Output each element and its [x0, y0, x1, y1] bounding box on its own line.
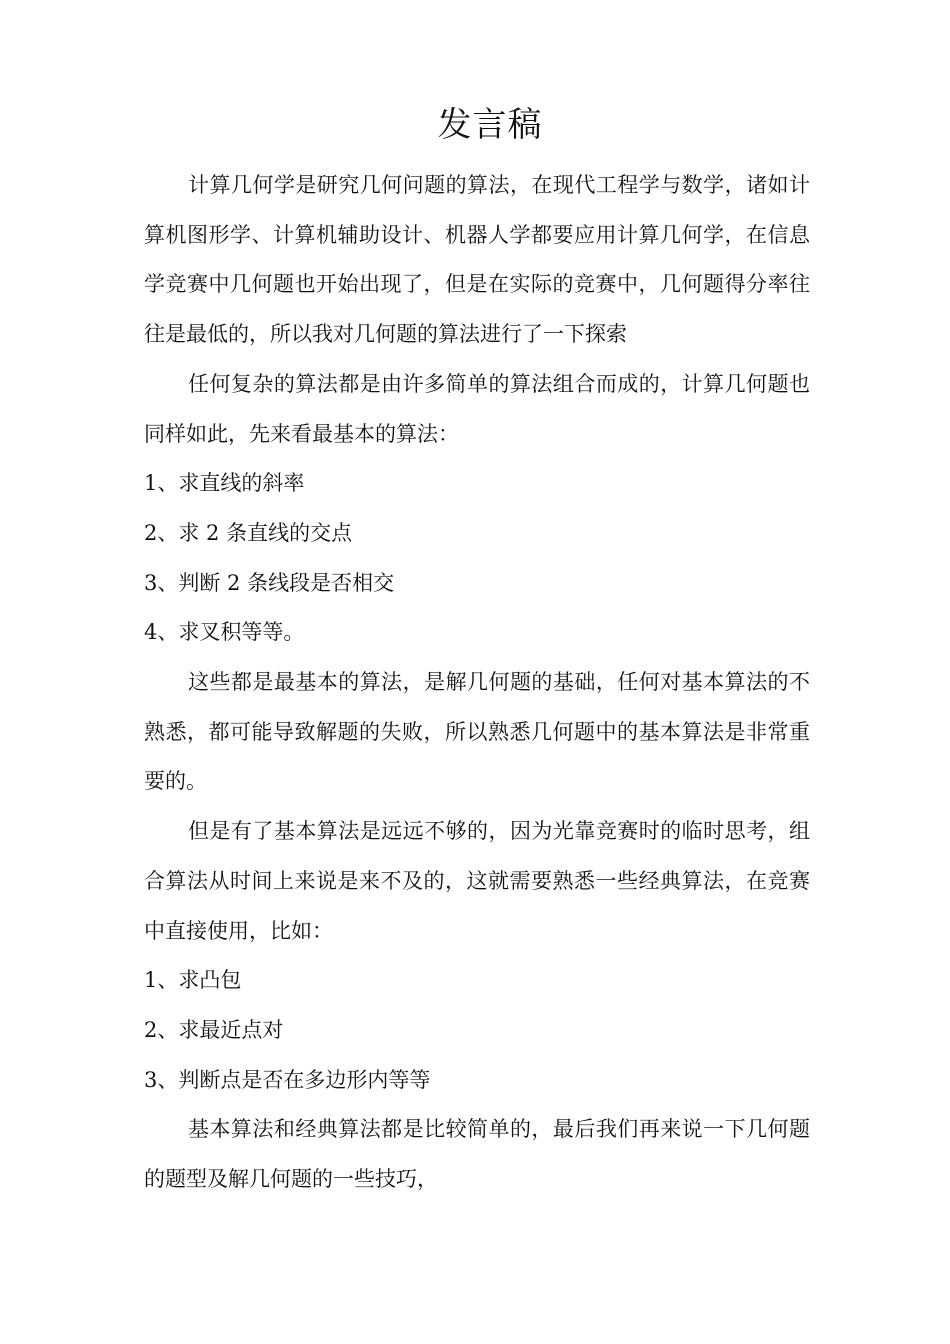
list-item: 3、判断点是否在多边形内等等 — [144, 1067, 431, 1092]
paragraph: 任何复杂的算法都是由许多简单的算法组合而成的，计算几何题也同样如此，先来看最基本的算法： — [144, 371, 810, 446]
paragraph: 基本算法和经典算法都是比较简单的，最后我们再来说一下几何题的题型及解几何题的一些技巧， — [144, 1117, 810, 1192]
paragraph: 计算几何学是研究几何问题的算法，在现代工程学与数学，诸如计算机图形学、计算机辅助设计、机器人学都要应用计算几何学，在信息学竞赛中几何题也开始出现了，但是在实际的竞赛中，几何题得分率往往是最低的，所以我对几何题的算法进行了一下探索 — [144, 173, 810, 347]
list-item: 1、求凸包 — [144, 968, 242, 993]
document-title: 发言稿 — [437, 105, 543, 145]
list-item: 2、求最近点对 — [144, 1017, 284, 1042]
list-item: 3、判断 2 条线段是否相交 — [144, 570, 395, 595]
list-item: 2、求 2 条直线的交点 — [144, 520, 353, 545]
paragraph: 但是有了基本算法是远远不够的，因为光靠竞赛时的临时思考，组合算法从时间上来说是来不及的，这就需要熟悉一些经典算法，在竞赛中直接使用，比如： — [144, 819, 810, 943]
document-body — [144, 161, 810, 1205]
paragraph: 这些都是最基本的算法，是解几何题的基础，任何对基本算法的不熟悉，都可能导致解题的失败，所以熟悉几何题中的基本算法是非常重要的。 — [144, 670, 810, 794]
list-item: 1、求直线的斜率 — [144, 471, 305, 496]
list-item: 4、求叉积等等。 — [144, 620, 305, 645]
